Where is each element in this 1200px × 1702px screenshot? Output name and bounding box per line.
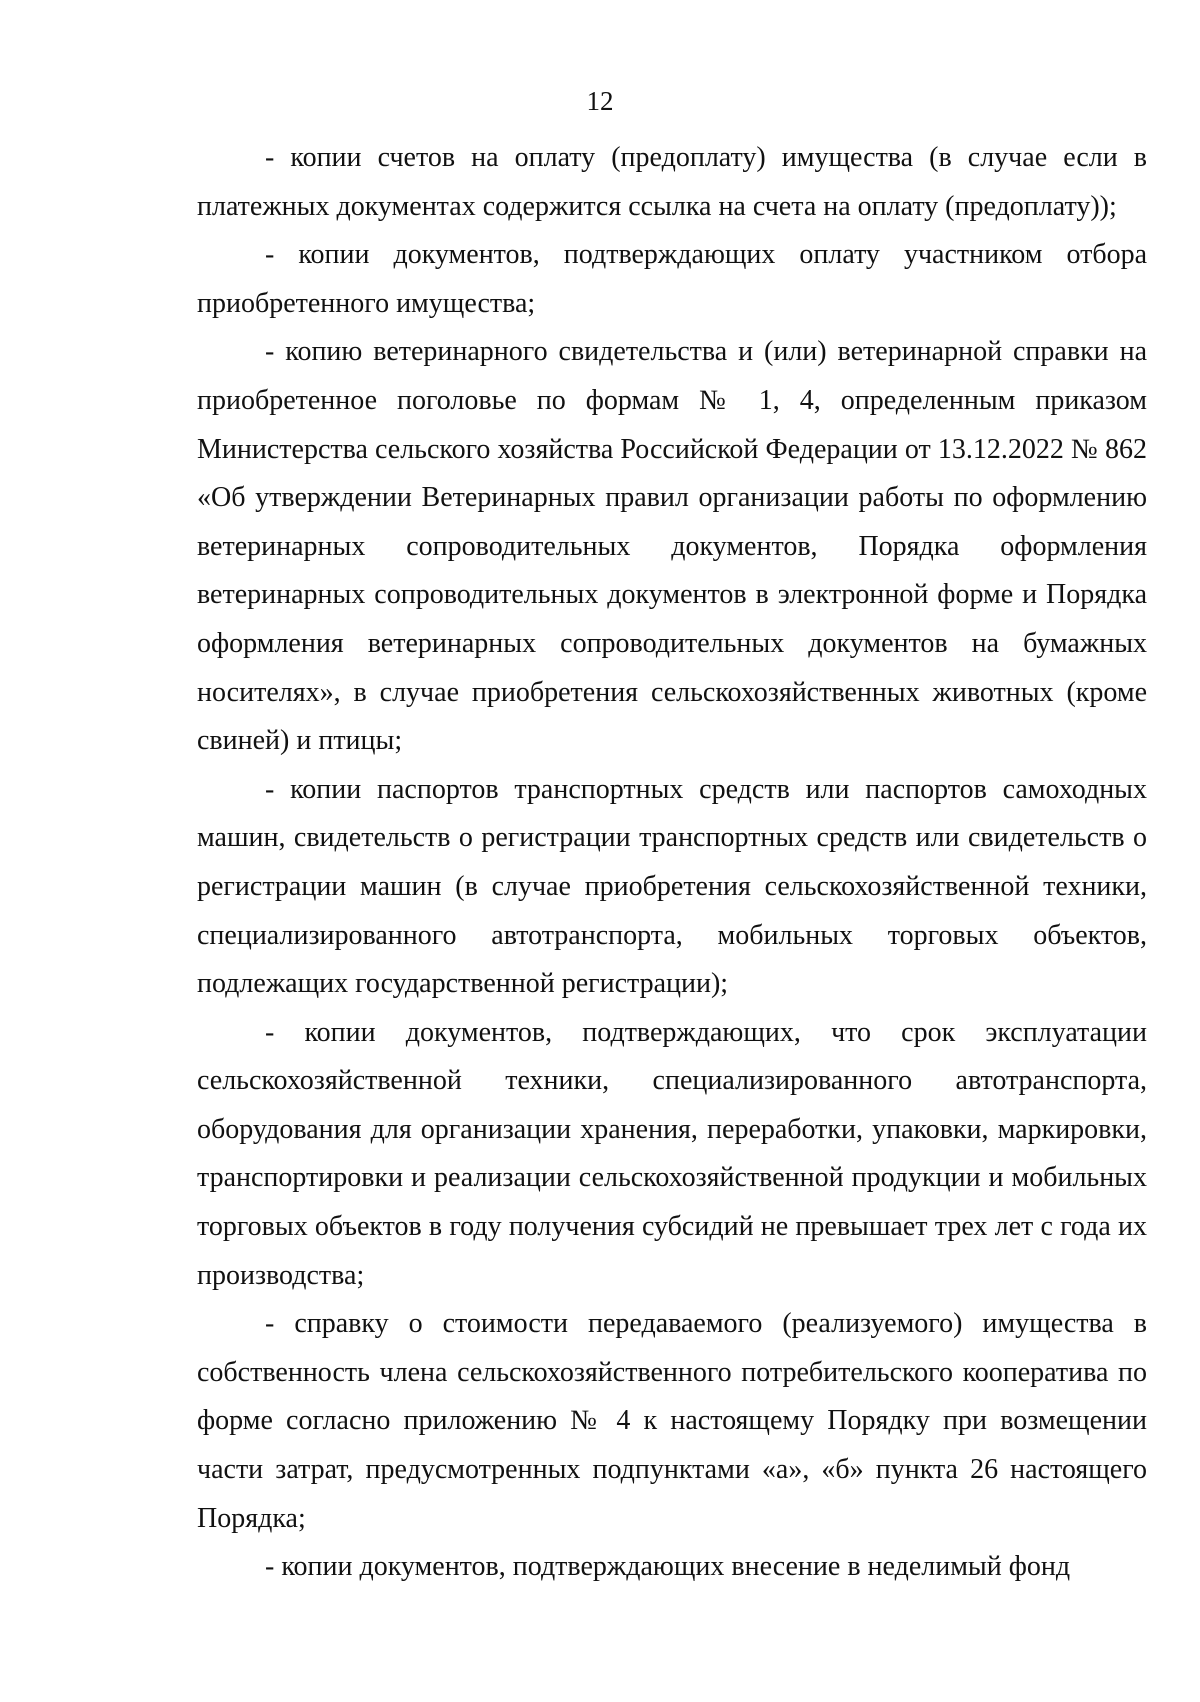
paragraph-indivisible-fund: - копии документов, подтверждающих внесение в неделимый фонд — [265, 1551, 1071, 1583]
paragraph-invoices: - копии счетов на оплату (предоплату) имущества (в случае если в платежных документах содержится ссылка на счета на оплату (предоплату)); — [197, 142, 1147, 222]
paragraph-vehicle-passports: - копии паспортов транспортных средств или паспортов самоходных машин, свидетельств о регистрации транспортных средств или свидетельств о регистрации машин (в случае приобретения сельскохозяйственной техники, специализированного автотранспорта, мобильных торговых объектов, подлежащих государственной регистрации); — [197, 773, 1147, 1000]
paragraph-payment-documents: - копии документов, подтверждающих оплату участником отбора приобретенного имущества; — [197, 239, 1147, 319]
page-number: 12 — [586, 86, 614, 116]
paragraph-veterinary-certificate: - копию ветеринарного свидетельства и (или) ветеринарной справки на приобретенное поголовье по формам № 1, 4, определенным приказом Министерства сельского хозяйства Российской Федерации от 13.12.2022 № 862 «Об утверждении Ветеринарных правил организации работы по оформлению ветеринарных сопроводительных документов, Порядка оформления ветеринарных сопроводительных документов в электронной форме и Порядка оформления ветеринарных сопроводительных документов на бумажных носителях», в случае приобретения сельскохозяйственных животных (кроме свиней) и птицы; — [197, 336, 1147, 757]
paragraph-property-value-certificate: - справку о стоимости передаваемого (реализуемого) имущества в собственность члена сельскохозяйственного потребительского кооператива по форме согласно приложению № 4 к настоящему Порядку при возмещении части затрат, предусмотренных подпунктами «а», «б» пункта 26 настоящего Порядка; — [197, 1308, 1147, 1534]
paragraph-operating-period: - копии документов, подтверждающих, что срок эксплуатации сельскохозяйственной техники, специализированного автотранспорта, оборудования для организации хранения, переработки, упаковки, маркировки, транспортировки и реализации сельскохозяйственной продукции и мобильных торговых объектов в году получения субсидий не превышает трех лет с года их производства; — [197, 1016, 1147, 1291]
document-body — [197, 134, 1147, 1592]
